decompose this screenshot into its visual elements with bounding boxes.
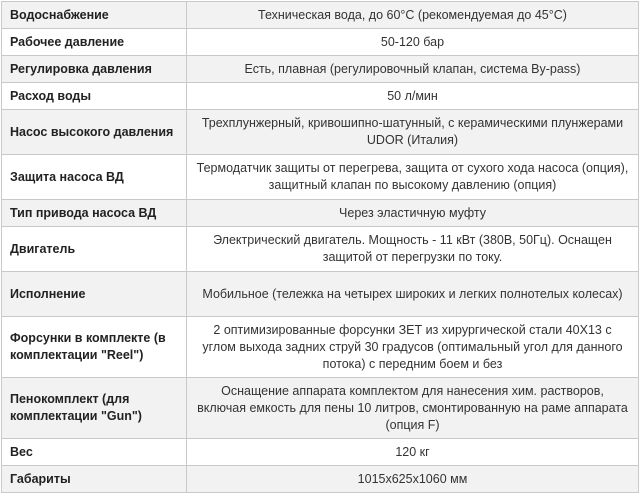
spec-value: 2 оптимизированные форсунки ЗЕТ из хирургической стали 40Х13 с углом выхода задних струй 30 градусов (оптимальный угол для данного потока) с передним боем и без [187,317,639,378]
table-row [2,200,639,227]
spec-value: Трехплунжерный, кривошипно-шатунный, с керамическими плунжерами UDOR (Италия) [187,110,639,155]
table-row [2,2,639,29]
table-row [2,378,639,439]
spec-label: Исполнение [2,272,187,317]
spec-value: Оснащение аппарата комплектом для нанесения хим. растворов, включая емкость для пены 10 литров, смонтированную на раме аппарата (опция F) [187,378,639,439]
spec-label: Габариты [2,466,187,493]
spec-value: Через эластичную муфту [187,200,639,227]
spec-label: Защита насоса ВД [2,155,187,200]
table-row [2,110,639,155]
table-row [2,227,639,272]
specifications-table [1,1,639,493]
spec-value: 50 л/мин [187,83,639,110]
spec-label: Водоснабжение [2,2,187,29]
spec-label: Рабочее давление [2,29,187,56]
table-row [2,56,639,83]
table-row [2,439,639,466]
spec-label: Насос высокого давления [2,110,187,155]
table-row [2,155,639,200]
spec-value: 1015х625х1060 мм [187,466,639,493]
table-row [2,466,639,493]
spec-label: Двигатель [2,227,187,272]
spec-value: Техническая вода, до 60°С (рекомендуемая до 45°С) [187,2,639,29]
spec-label: Тип привода насоса ВД [2,200,187,227]
table-row [2,272,639,317]
spec-label: Расход воды [2,83,187,110]
spec-value: Термодатчик защиты от перегрева, защита от сухого хода насоса (опция), защитный клапан по высокому давлению (опция) [187,155,639,200]
table-row [2,29,639,56]
spec-label: Регулировка давления [2,56,187,83]
spec-value: Есть, плавная (регулировочный клапан, система By-pass) [187,56,639,83]
spec-label: Вес [2,439,187,466]
spec-value: 120 кг [187,439,639,466]
spec-value: Мобильное (тележка на четырех широких и легких полнотелых колесах) [187,272,639,317]
spec-value: 50-120 бар [187,29,639,56]
table-row [2,83,639,110]
spec-label: Пенокомплект (для комплектации "Gun") [2,378,187,439]
spec-value: Электрический двигатель. Мощность - 11 кВт (380В, 50Гц). Оснащен защитой от перегрузки по току. [187,227,639,272]
table-row [2,317,639,378]
spec-label: Форсунки в комплекте (в комплектации "Reel") [2,317,187,378]
